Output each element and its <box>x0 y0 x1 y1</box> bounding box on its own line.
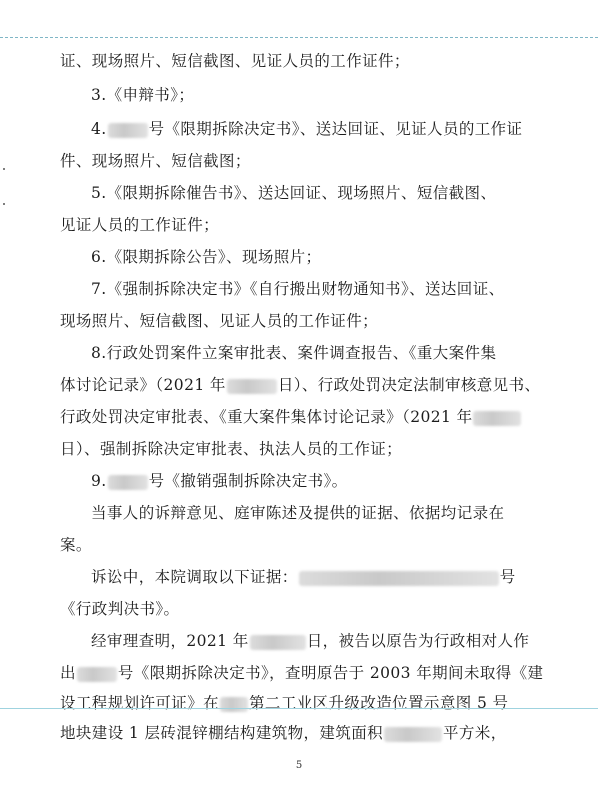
redaction-blur <box>299 571 499 586</box>
redaction-blur <box>250 635 306 650</box>
scan-top-rule <box>0 37 598 38</box>
scan-speck <box>3 168 5 170</box>
text-segment: 当事人的诉辩意见、庭审陈述及提供的证据、依据均记录在 <box>91 504 505 522</box>
text-line <box>60 720 560 746</box>
text-segment: 日，被告以原告为行政相对人作 <box>306 632 530 650</box>
text-line <box>60 148 560 174</box>
text-segment: 5.《限期拆除催告书》、送达回证、现场照片、短信截图、 <box>91 184 497 202</box>
item-number: 4. <box>91 120 107 138</box>
text-line <box>91 628 560 654</box>
text-line <box>60 308 560 334</box>
redaction-blur <box>108 475 148 490</box>
text-segment: 6.《限期拆除公告》、现场照片； <box>91 248 322 266</box>
scan-speck <box>3 203 5 205</box>
text-segment: 地块建设 1 层砖混锌棚结构建筑物，建筑面积 <box>60 724 384 742</box>
text-segment: 见证人员的工作证件； <box>60 216 220 234</box>
text-segment: 出 <box>60 664 76 682</box>
text-line <box>91 468 560 494</box>
text-line <box>60 596 560 622</box>
text-segment: 诉讼中，本院调取以下证据： <box>91 568 298 586</box>
text-line <box>60 404 560 430</box>
text-segment: 件、现场照片、短信截图； <box>60 152 251 170</box>
text-segment: 《行政判决书》。 <box>60 600 180 618</box>
scan-bottom-rule <box>0 708 598 709</box>
text-segment: 设工程规划许可证》在 <box>60 694 220 712</box>
text-line <box>60 436 560 462</box>
text-segment: 案。 <box>60 536 92 554</box>
text-segment: 第二工业区升级改造位置示意图 5 号 <box>249 694 509 712</box>
text-line <box>60 372 560 398</box>
text-segment: 号 <box>499 568 516 586</box>
text-segment: 号《撤销强制拆除决定书》。 <box>148 472 348 490</box>
redaction-blur <box>473 411 521 426</box>
text-segment: 号《限期拆除决定书》，查明原告于 2003 年期间未取得《建 <box>117 664 544 682</box>
text-segment: 号《限期拆除决定书》、送达回证、见证人员的工作证 <box>148 120 523 138</box>
text-segment: 经审理查明，2021 年 <box>91 632 249 650</box>
text-line <box>91 500 560 526</box>
text-segment: 体讨论记录》（2021 年 <box>60 376 226 394</box>
text-line <box>60 212 560 238</box>
text-line <box>60 48 560 74</box>
redaction-blur <box>108 123 148 138</box>
text-line <box>91 340 560 366</box>
redaction-blur <box>220 697 248 712</box>
text-line <box>91 116 560 142</box>
text-line <box>60 690 560 716</box>
page-number: 5 <box>295 760 303 771</box>
text-line <box>91 82 560 108</box>
text-segment: 日）、行政处罚决定法制审核意见书、 <box>277 376 541 394</box>
text-line <box>91 244 560 270</box>
redaction-blur <box>77 667 117 682</box>
text-segment: 行政处罚决定审批表、《重大案件集体讨论记录》（2021 年 <box>60 408 473 426</box>
redaction-blur <box>227 379 277 394</box>
text-line <box>60 660 560 686</box>
text-line <box>91 180 560 206</box>
text-line <box>91 564 560 590</box>
text-line <box>60 532 560 558</box>
text-segment: 证、现场照片、短信截图、见证人员的工作证件； <box>60 52 410 70</box>
text-segment: 3.《申辩书》； <box>91 86 195 104</box>
text-segment: 8.行政处罚案件立案审批表、案件调查报告、《重大案件集 <box>91 344 497 362</box>
text-segment: 7.《强制拆除决定书》《自行搬出财物通知书》、送达回证、 <box>91 280 505 298</box>
text-segment: 平方米， <box>443 724 507 742</box>
item-number: 9. <box>91 472 107 490</box>
text-segment: 日）、强制拆除决定审批表、执法人员的工作证； <box>60 440 403 458</box>
redaction-blur <box>384 727 442 742</box>
text-line <box>91 276 560 302</box>
text-segment: 现场照片、短信截图、见证人员的工作证件； <box>60 312 379 330</box>
